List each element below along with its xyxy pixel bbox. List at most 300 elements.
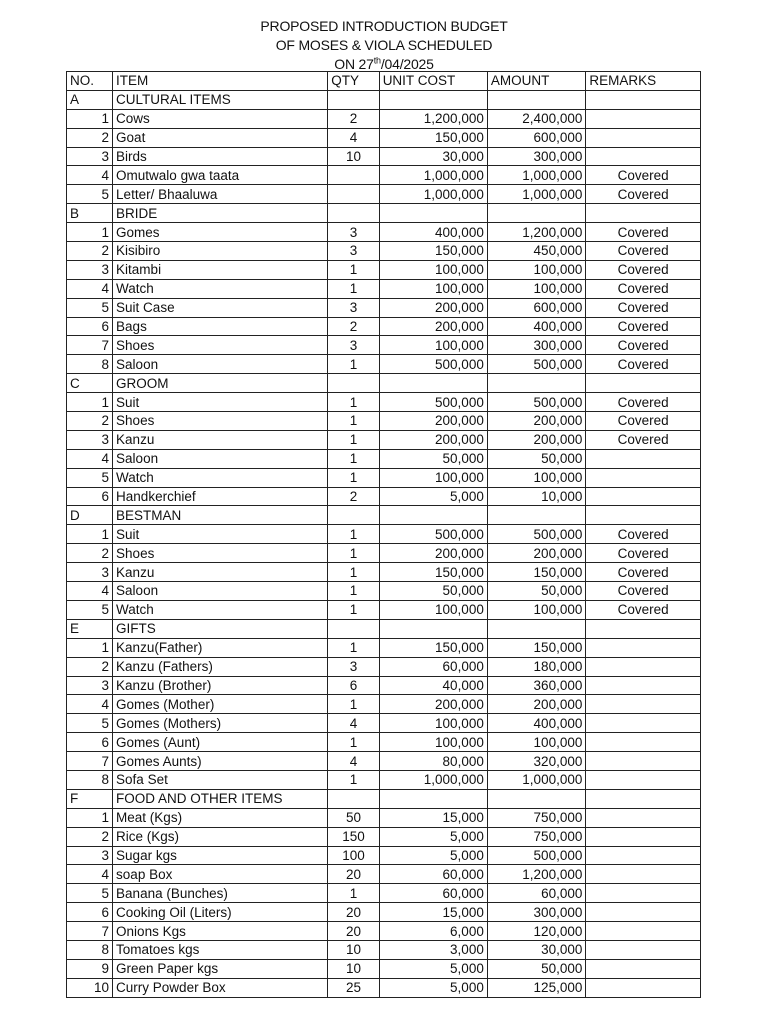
remarks: Covered [586, 166, 701, 185]
quantity: 3 [328, 223, 379, 242]
section-header-row [67, 204, 701, 223]
amount: 50,000 [487, 449, 586, 468]
item-name: soap Box [113, 865, 328, 884]
unit-cost: 100,000 [379, 260, 487, 279]
section-title: BRIDE [113, 204, 328, 223]
remarks: Covered [586, 279, 701, 298]
table-row [67, 865, 701, 884]
remarks: Covered [586, 525, 701, 544]
item-name: Watch [113, 468, 328, 487]
table-row [67, 676, 701, 695]
table-row [67, 430, 701, 449]
amount: 300,000 [487, 336, 586, 355]
row-number: 2 [67, 412, 113, 431]
item-name: Suit [113, 525, 328, 544]
section-header-row [67, 374, 701, 393]
section-title: GROOM [113, 374, 328, 393]
amount: 100,000 [487, 600, 586, 619]
table-row [67, 600, 701, 619]
row-number: 3 [67, 260, 113, 279]
row-number: 8 [67, 940, 113, 959]
unit-cost: 100,000 [379, 279, 487, 298]
remarks [586, 468, 701, 487]
section-title: CULTURAL ITEMS [113, 90, 328, 109]
amount: 60,000 [487, 884, 586, 903]
amount: 600,000 [487, 128, 586, 147]
quantity: 3 [328, 298, 379, 317]
empty-cell [379, 90, 487, 109]
quantity: 1 [328, 695, 379, 714]
item-name: Suit Case [113, 298, 328, 317]
quantity: 20 [328, 865, 379, 884]
table-row [67, 752, 701, 771]
item-name: Kanzu (Fathers) [113, 657, 328, 676]
table-row [67, 487, 701, 506]
remarks [586, 808, 701, 827]
remarks: Covered [586, 544, 701, 563]
remarks [586, 884, 701, 903]
amount: 1,000,000 [487, 185, 586, 204]
unit-cost: 200,000 [379, 317, 487, 336]
item-name: Cooking Oil (Liters) [113, 903, 328, 922]
row-number: 6 [67, 733, 113, 752]
row-number: 3 [67, 676, 113, 695]
title-line-1: PROPOSED INTRODUCTION BUDGET [260, 18, 508, 34]
amount: 1,000,000 [487, 166, 586, 185]
item-name: Gomes Aunts) [113, 752, 328, 771]
unit-cost: 100,000 [379, 600, 487, 619]
remarks [586, 865, 701, 884]
table-row [67, 317, 701, 336]
empty-cell [328, 789, 379, 808]
row-number: 1 [67, 223, 113, 242]
row-number: 7 [67, 752, 113, 771]
table-row [67, 185, 701, 204]
row-number: 5 [67, 884, 113, 903]
section-header-row [67, 619, 701, 638]
item-name: Onions Kgs [113, 922, 328, 941]
item-name: Watch [113, 600, 328, 619]
empty-cell [487, 204, 586, 223]
quantity: 4 [328, 128, 379, 147]
table-row [67, 808, 701, 827]
table-row [67, 922, 701, 941]
quantity: 10 [328, 959, 379, 978]
quantity: 4 [328, 752, 379, 771]
unit-cost: 150,000 [379, 242, 487, 261]
item-name: Saloon [113, 355, 328, 374]
quantity: 50 [328, 808, 379, 827]
empty-cell [379, 506, 487, 525]
item-name: Kanzu [113, 430, 328, 449]
unit-cost: 500,000 [379, 355, 487, 374]
header-item: ITEM [113, 72, 328, 91]
unit-cost: 80,000 [379, 752, 487, 771]
item-name: Kanzu (Brother) [113, 676, 328, 695]
quantity: 10 [328, 940, 379, 959]
table-row [67, 827, 701, 846]
amount: 300,000 [487, 147, 586, 166]
row-number: 1 [67, 393, 113, 412]
empty-cell [328, 374, 379, 393]
unit-cost: 5,000 [379, 827, 487, 846]
item-name: Omutwalo gwa taata [113, 166, 328, 185]
quantity: 2 [328, 317, 379, 336]
title-line-2: OF MOSES & VIOLA SCHEDULED [275, 37, 493, 53]
quantity: 6 [328, 676, 379, 695]
amount: 200,000 [487, 544, 586, 563]
item-name: Handkerchief [113, 487, 328, 506]
empty-cell [586, 374, 701, 393]
unit-cost: 150,000 [379, 638, 487, 657]
amount: 30,000 [487, 940, 586, 959]
table-row [67, 544, 701, 563]
empty-cell [328, 204, 379, 223]
quantity: 1 [328, 884, 379, 903]
table-row [67, 582, 701, 601]
section-title: FOOD AND OTHER ITEMS [113, 789, 328, 808]
amount: 1,200,000 [487, 865, 586, 884]
unit-cost: 500,000 [379, 393, 487, 412]
item-name: Gomes (Aunt) [113, 733, 328, 752]
remarks: Covered [586, 336, 701, 355]
item-name: Suit [113, 393, 328, 412]
quantity: 1 [328, 600, 379, 619]
unit-cost: 5,000 [379, 978, 487, 997]
table-row [67, 695, 701, 714]
item-name: Gomes (Mothers) [113, 714, 328, 733]
amount: 180,000 [487, 657, 586, 676]
row-number: 4 [67, 166, 113, 185]
amount: 500,000 [487, 525, 586, 544]
amount: 100,000 [487, 260, 586, 279]
quantity: 20 [328, 922, 379, 941]
amount: 300,000 [487, 903, 586, 922]
quantity: 3 [328, 657, 379, 676]
table-row [67, 109, 701, 128]
empty-cell [487, 374, 586, 393]
row-number: 3 [67, 430, 113, 449]
item-name: Kitambi [113, 260, 328, 279]
remarks: Covered [586, 260, 701, 279]
unit-cost: 15,000 [379, 808, 487, 827]
remarks [586, 978, 701, 997]
item-name: Rice (Kgs) [113, 827, 328, 846]
unit-cost: 40,000 [379, 676, 487, 695]
unit-cost: 5,000 [379, 959, 487, 978]
amount: 120,000 [487, 922, 586, 941]
remarks: Covered [586, 223, 701, 242]
remarks: Covered [586, 430, 701, 449]
remarks [586, 714, 701, 733]
unit-cost: 5,000 [379, 487, 487, 506]
quantity: 1 [328, 260, 379, 279]
item-name: Meat (Kgs) [113, 808, 328, 827]
quantity: 3 [328, 336, 379, 355]
remarks: Covered [586, 412, 701, 431]
unit-cost: 30,000 [379, 147, 487, 166]
amount: 50,000 [487, 959, 586, 978]
section-letter: E [67, 619, 113, 638]
row-number: 2 [67, 242, 113, 261]
quantity [328, 185, 379, 204]
table-row [67, 959, 701, 978]
quantity: 1 [328, 279, 379, 298]
section-letter: A [67, 90, 113, 109]
unit-cost: 1,200,000 [379, 109, 487, 128]
remarks [586, 959, 701, 978]
empty-cell [379, 204, 487, 223]
unit-cost: 50,000 [379, 449, 487, 468]
quantity: 20 [328, 903, 379, 922]
item-name: Shoes [113, 544, 328, 563]
remarks [586, 903, 701, 922]
table-row [67, 355, 701, 374]
quantity: 4 [328, 714, 379, 733]
amount: 500,000 [487, 355, 586, 374]
table-row [67, 279, 701, 298]
quantity: 1 [328, 582, 379, 601]
amount: 360,000 [487, 676, 586, 695]
amount: 10,000 [487, 487, 586, 506]
unit-cost: 200,000 [379, 298, 487, 317]
table-row [67, 147, 701, 166]
row-number: 10 [67, 978, 113, 997]
amount: 200,000 [487, 412, 586, 431]
remarks: Covered [586, 600, 701, 619]
header-amount: AMOUNT [487, 72, 586, 91]
remarks: Covered [586, 582, 701, 601]
quantity: 100 [328, 846, 379, 865]
quantity: 1 [328, 449, 379, 468]
unit-cost: 3,000 [379, 940, 487, 959]
table-row [67, 978, 701, 997]
row-number: 4 [67, 279, 113, 298]
unit-cost: 60,000 [379, 884, 487, 903]
remarks: Covered [586, 317, 701, 336]
section-letter: C [67, 374, 113, 393]
remarks: Covered [586, 298, 701, 317]
table-row [67, 770, 701, 789]
unit-cost: 60,000 [379, 657, 487, 676]
remarks [586, 770, 701, 789]
empty-cell [328, 506, 379, 525]
amount: 320,000 [487, 752, 586, 771]
remarks [586, 638, 701, 657]
header-no: NO. [67, 72, 113, 91]
item-name: Saloon [113, 449, 328, 468]
quantity: 1 [328, 393, 379, 412]
amount: 200,000 [487, 430, 586, 449]
row-number: 2 [67, 544, 113, 563]
item-name: Watch [113, 279, 328, 298]
remarks: Covered [586, 355, 701, 374]
unit-cost: 60,000 [379, 865, 487, 884]
empty-cell [586, 506, 701, 525]
title-date-ordinal: th [373, 55, 381, 66]
table-row [67, 298, 701, 317]
section-letter: F [67, 789, 113, 808]
item-name: Sofa Set [113, 770, 328, 789]
table-row [67, 657, 701, 676]
row-number: 1 [67, 109, 113, 128]
row-number: 3 [67, 563, 113, 582]
table-row [67, 733, 701, 752]
quantity: 1 [328, 770, 379, 789]
unit-cost: 100,000 [379, 468, 487, 487]
table-row [67, 412, 701, 431]
unit-cost: 100,000 [379, 714, 487, 733]
remarks [586, 922, 701, 941]
table-row [67, 468, 701, 487]
table-row [67, 884, 701, 903]
amount: 100,000 [487, 279, 586, 298]
row-number: 3 [67, 147, 113, 166]
row-number: 1 [67, 638, 113, 657]
item-name: Sugar kgs [113, 846, 328, 865]
section-letter: D [67, 506, 113, 525]
header-unit-cost: UNIT COST [379, 72, 487, 91]
table-row [67, 242, 701, 261]
amount: 500,000 [487, 846, 586, 865]
row-number: 9 [67, 959, 113, 978]
amount: 1,200,000 [487, 223, 586, 242]
amount: 600,000 [487, 298, 586, 317]
row-number: 5 [67, 468, 113, 487]
item-name: Tomatoes kgs [113, 940, 328, 959]
unit-cost: 50,000 [379, 582, 487, 601]
item-name: Bags [113, 317, 328, 336]
row-number: 2 [67, 128, 113, 147]
unit-cost: 200,000 [379, 544, 487, 563]
quantity: 2 [328, 487, 379, 506]
quantity: 25 [328, 978, 379, 997]
remarks [586, 695, 701, 714]
header-row [67, 72, 701, 91]
section-header-row [67, 506, 701, 525]
quantity: 1 [328, 355, 379, 374]
unit-cost: 150,000 [379, 128, 487, 147]
empty-cell [379, 374, 487, 393]
unit-cost: 100,000 [379, 336, 487, 355]
item-name: Curry Powder Box [113, 978, 328, 997]
unit-cost: 15,000 [379, 903, 487, 922]
title-date-prefix: ON 27 [334, 56, 374, 72]
empty-cell [487, 619, 586, 638]
unit-cost: 150,000 [379, 563, 487, 582]
item-name: Goat [113, 128, 328, 147]
item-name: Birds [113, 147, 328, 166]
row-number: 6 [67, 903, 113, 922]
table-row [67, 940, 701, 959]
amount: 125,000 [487, 978, 586, 997]
table-row [67, 846, 701, 865]
remarks [586, 449, 701, 468]
remarks [586, 752, 701, 771]
row-number: 5 [67, 714, 113, 733]
amount: 100,000 [487, 468, 586, 487]
amount: 150,000 [487, 563, 586, 582]
empty-cell [379, 789, 487, 808]
budget-table-body [67, 90, 701, 997]
row-number: 4 [67, 865, 113, 884]
quantity: 1 [328, 733, 379, 752]
item-name: Gomes (Mother) [113, 695, 328, 714]
unit-cost: 1,000,000 [379, 770, 487, 789]
row-number: 4 [67, 449, 113, 468]
remarks [586, 109, 701, 128]
quantity [328, 166, 379, 185]
table-row [67, 223, 701, 242]
row-number: 1 [67, 525, 113, 544]
row-number: 2 [67, 657, 113, 676]
amount: 1,000,000 [487, 770, 586, 789]
remarks [586, 487, 701, 506]
amount: 750,000 [487, 827, 586, 846]
unit-cost: 200,000 [379, 412, 487, 431]
unit-cost: 400,000 [379, 223, 487, 242]
quantity: 2 [328, 109, 379, 128]
empty-cell [328, 90, 379, 109]
row-number: 4 [67, 582, 113, 601]
remarks: Covered [586, 185, 701, 204]
quantity: 1 [328, 544, 379, 563]
amount: 50,000 [487, 582, 586, 601]
table-row [67, 336, 701, 355]
table-row [67, 525, 701, 544]
document-title [0, 17, 768, 74]
table-row [67, 903, 701, 922]
empty-cell [487, 90, 586, 109]
section-title: BESTMAN [113, 506, 328, 525]
remarks [586, 827, 701, 846]
row-number: 6 [67, 317, 113, 336]
remarks [586, 676, 701, 695]
item-name: Kisibiro [113, 242, 328, 261]
section-title: GIFTS [113, 619, 328, 638]
quantity: 1 [328, 412, 379, 431]
row-number: 7 [67, 922, 113, 941]
quantity: 10 [328, 147, 379, 166]
unit-cost: 500,000 [379, 525, 487, 544]
unit-cost: 100,000 [379, 733, 487, 752]
unit-cost: 200,000 [379, 430, 487, 449]
empty-cell [586, 619, 701, 638]
empty-cell [586, 789, 701, 808]
unit-cost: 5,000 [379, 846, 487, 865]
table-row [67, 393, 701, 412]
quantity: 1 [328, 430, 379, 449]
amount: 150,000 [487, 638, 586, 657]
remarks [586, 657, 701, 676]
remarks [586, 147, 701, 166]
item-name: Shoes [113, 412, 328, 431]
item-name: Letter/ Bhaaluwa [113, 185, 328, 204]
table-row [67, 166, 701, 185]
amount: 200,000 [487, 695, 586, 714]
item-name: Saloon [113, 582, 328, 601]
unit-cost: 1,000,000 [379, 166, 487, 185]
remarks: Covered [586, 563, 701, 582]
title-date-suffix: /04/2025 [380, 56, 434, 72]
row-number: 1 [67, 808, 113, 827]
amount: 500,000 [487, 393, 586, 412]
remarks [586, 940, 701, 959]
table-row [67, 128, 701, 147]
table-row [67, 563, 701, 582]
section-header-row [67, 90, 701, 109]
remarks: Covered [586, 393, 701, 412]
